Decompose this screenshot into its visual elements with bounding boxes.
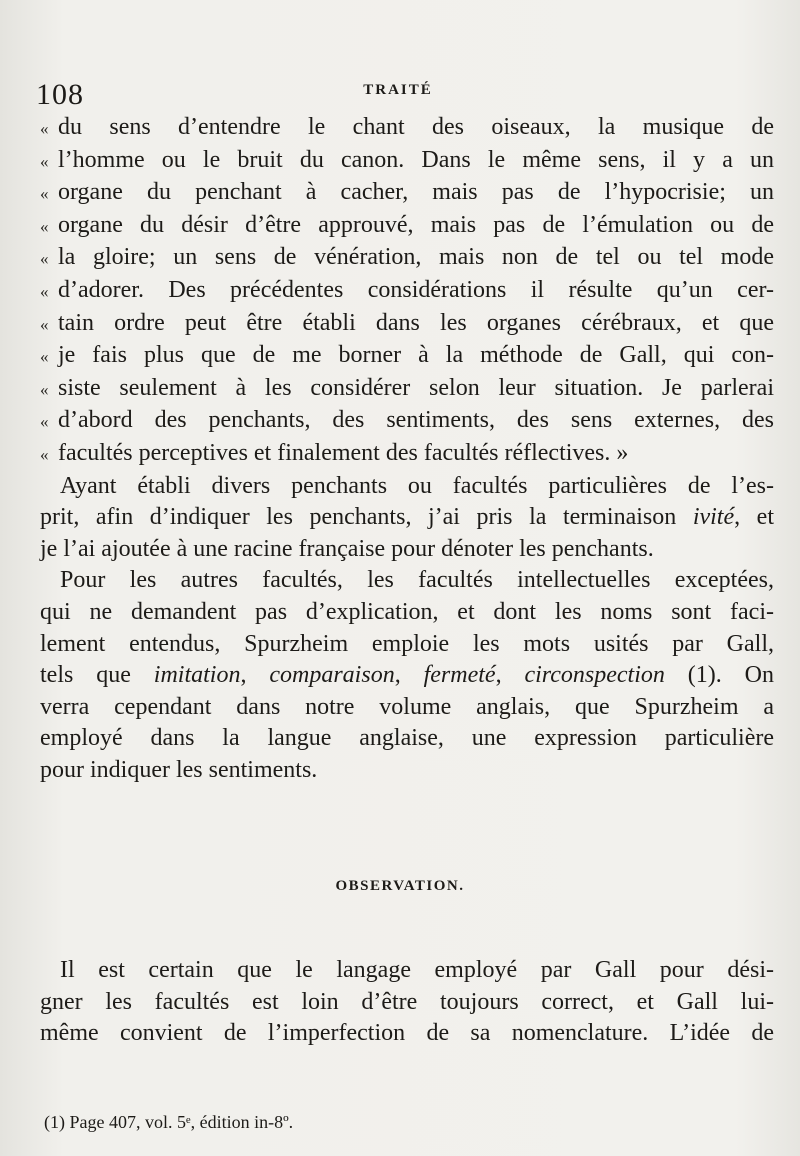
text-line: « siste seulement à les considérer selon leur situation. Je parlerai: [40, 373, 774, 406]
quote-mark: «: [40, 347, 49, 367]
text-line: « d’adorer. Des précédentes considérations il résulte qu’un cer-: [40, 275, 774, 308]
quote-mark: «: [40, 412, 49, 432]
footnote-reference: (1). On: [664, 662, 775, 689]
section-title: OBSERVATION.: [335, 878, 465, 894]
italic-term: imitation: [153, 662, 241, 689]
quote-mark: «: [40, 184, 49, 204]
quote-mark: «: [40, 379, 49, 399]
italic-term: ivité: [692, 504, 735, 531]
quote-mark: «: [40, 444, 49, 464]
italic-term: circonspection: [524, 662, 665, 689]
paragraph-3-line: employé dans la langue anglaise, une expression particulière: [40, 725, 774, 752]
quote-mark: «: [40, 119, 49, 138]
paragraph-3-line: qui ne demandent pas d’explication, et dont les noms sont faci-: [40, 598, 774, 625]
italic-term: comparaison: [269, 662, 395, 689]
paragraph-3-line: pour indiquer les sentiments.: [40, 756, 318, 783]
footnote: (1) Page 407, vol. 5ᵉ, édition in-8º.: [44, 1112, 294, 1132]
page-header: [36, 72, 760, 112]
text-line: « organe du désir d’être approuvé, mais pas de l’émulation ou de: [40, 210, 774, 243]
paragraph-2-line: prit, afin d’indiquer les penchants, j’ai pris la terminaison ivité, et: [40, 504, 774, 531]
observation-line: gner les facultés est loin d’être toujours correct, et Gall lui-: [40, 988, 774, 1015]
paragraph-3-line: Pour les autres facultés, les facultés intellectuelles exceptées,: [60, 567, 774, 594]
paragraph-3-line: tels que imitation, comparaison, fermeté, circonspection (1). On: [40, 662, 775, 689]
text-line: « facultés perceptives et finalement des facultés réflectives. »: [40, 438, 774, 471]
quote-mark: «: [40, 216, 49, 236]
text-line: « d’abord des penchants, des sentiments, des sens externes, des: [40, 405, 774, 438]
quote-mark: «: [40, 249, 49, 269]
page-number: 108: [36, 78, 84, 111]
observation-line: même convient de l’imperfection de sa nomenclature. L’idée de: [40, 1020, 774, 1047]
text-line: « l’homme ou le bruit du canon. Dans le même sens, il y a un: [40, 145, 774, 178]
text-line: « organe du penchant à cacher, mais pas de l’hypocrisie; un: [40, 177, 774, 210]
observation-text: [40, 955, 774, 1050]
paragraph-2-line: je l’ai ajoutée à une racine française pour dénoter les penchants.: [40, 535, 654, 562]
paragraph-3-line: verra cependant dans notre volume anglais, que Spurzheim a: [40, 693, 774, 720]
paragraph-2-line: Ayant établi divers penchants ou facultés particulières de l’es-: [60, 472, 774, 499]
quote-mark: «: [40, 151, 49, 171]
text-line: « du sens d’entendre le chant des oiseaux, la musique de: [40, 112, 774, 145]
italic-term: fermeté: [423, 662, 496, 689]
text-line: « la gloire; un sens de vénération, mais non de tel ou tel mode: [40, 242, 774, 275]
running-head: TRAITÉ: [363, 82, 433, 98]
paragraph-3-line: lement entendus, Spurzheim emploie les mots usités par Gall,: [40, 630, 774, 657]
observation-line: Il est certain que le langage employé par Gall pour dési-: [60, 957, 774, 983]
main-text: [40, 112, 774, 786]
quote-mark: «: [40, 314, 49, 334]
text-line: « tain ordre peut être établi dans les organes cérébraux, et que: [40, 308, 774, 341]
quote-mark: «: [40, 281, 49, 301]
text-line: « je fais plus que de me borner à la méthode de Gall, qui con-: [40, 340, 774, 373]
